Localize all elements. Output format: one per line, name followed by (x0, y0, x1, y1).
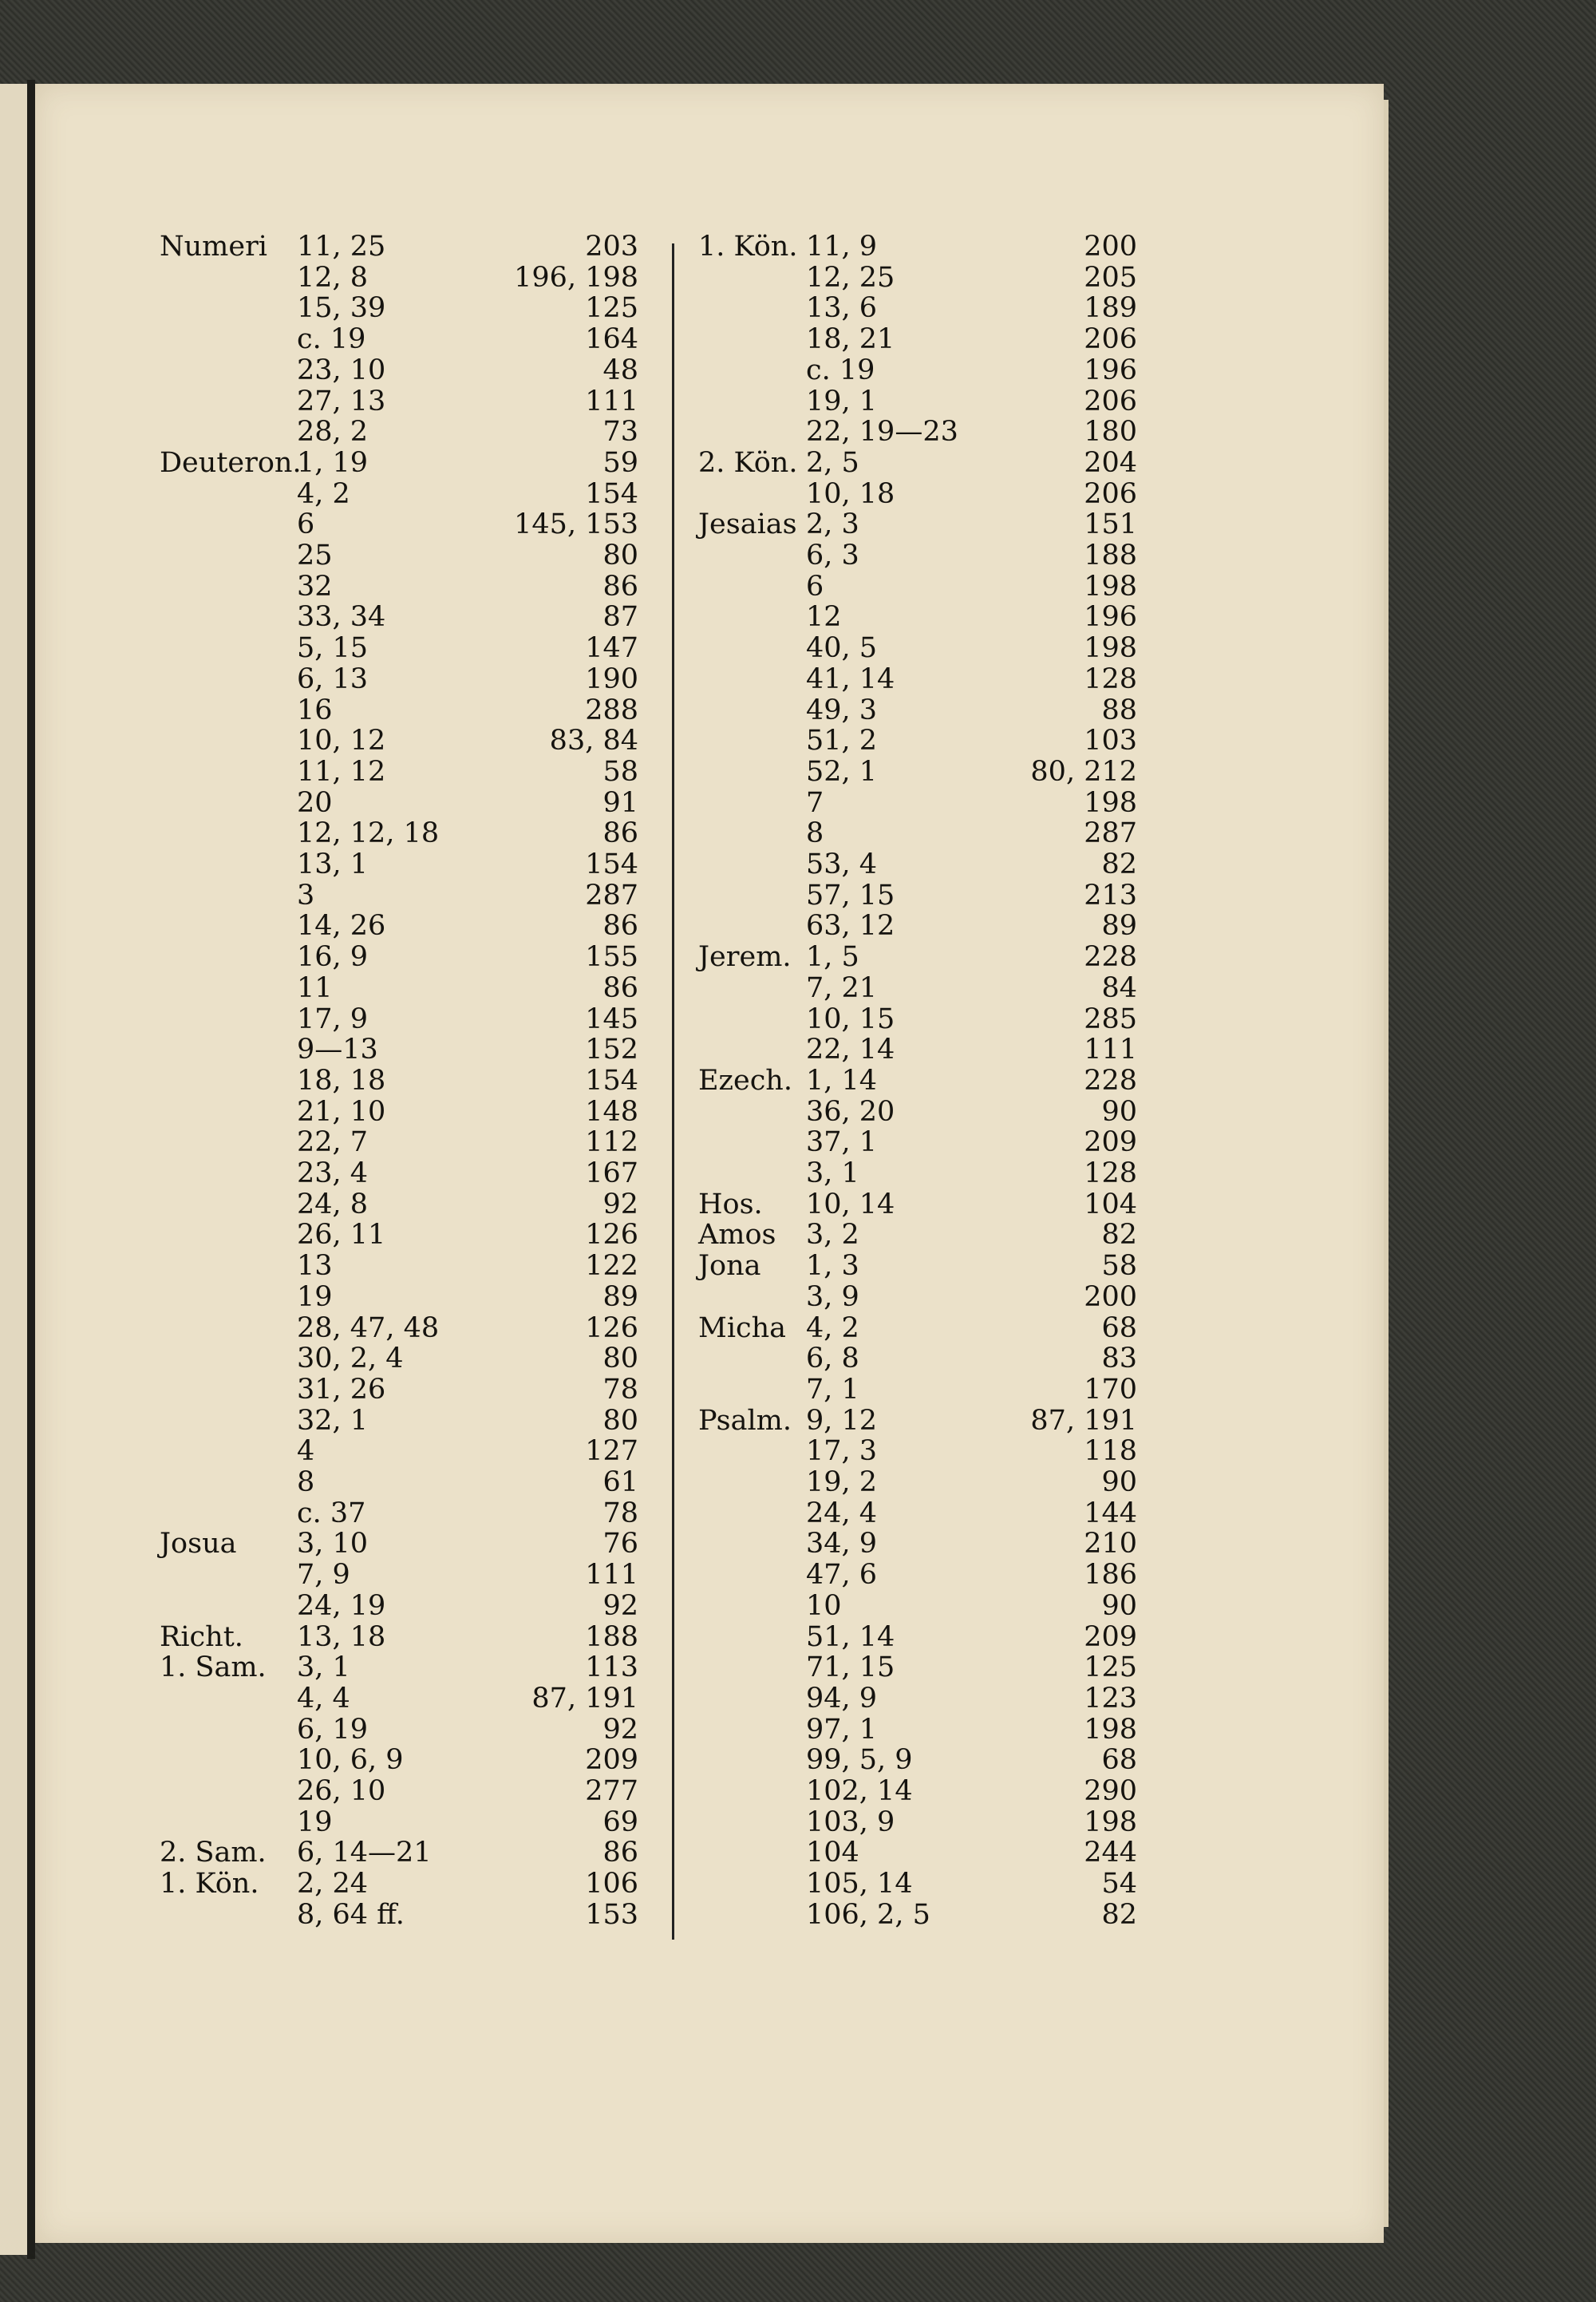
verse-reference: 14, 26 (297, 910, 386, 943)
book-name: Jona (698, 1250, 761, 1283)
verse-reference: 19, 2 (806, 1466, 878, 1498)
page-number: 123 (1084, 1682, 1137, 1715)
verse-reference: 22, 19—23 (806, 416, 958, 449)
page-number: 90 (1101, 1466, 1137, 1498)
index-entry (0, 448, 1596, 478)
verse-reference: 12, 8 (297, 261, 369, 294)
verse-reference: 10, 14 (806, 1188, 895, 1220)
page-number: 73 (602, 416, 638, 449)
page-number: 209 (1084, 1620, 1137, 1653)
page-number: 112 (585, 1126, 638, 1159)
page-number: 48 (602, 354, 638, 386)
verse-reference: 23, 4 (297, 1157, 369, 1189)
verse-reference: 10, 15 (806, 1003, 895, 1035)
verse-reference: 106, 2, 5 (806, 1898, 930, 1931)
verse-reference: 13, 18 (297, 1620, 386, 1653)
index-entry (0, 818, 1596, 848)
verse-reference: 3, 1 (806, 1157, 859, 1189)
index-entry (0, 695, 1596, 726)
page-number: 111 (585, 385, 638, 417)
page-number: 80 (602, 1343, 638, 1375)
index-entry (0, 1189, 1596, 1220)
verse-reference: 97, 1 (806, 1713, 878, 1746)
verse-reference: 12 (806, 601, 842, 634)
verse-reference: 26, 11 (297, 1219, 386, 1252)
index-entry (0, 1745, 1596, 1775)
verse-reference: 1, 19 (297, 446, 369, 479)
verse-reference: 6, 19 (297, 1713, 369, 1746)
index-entry (0, 1127, 1596, 1157)
page-number: 84 (1101, 971, 1137, 1004)
page-number: 78 (602, 1497, 638, 1529)
verse-reference: 4, 2 (806, 1311, 859, 1344)
index-entry (0, 540, 1596, 571)
index-entry (0, 849, 1596, 880)
book-name: Amos (698, 1219, 776, 1252)
verse-reference: 53, 4 (806, 848, 878, 880)
page-number: 87, 191 (531, 1682, 638, 1715)
page-number: 213 (1084, 879, 1137, 912)
verse-reference: 51, 14 (806, 1620, 895, 1653)
verse-reference: 6 (297, 508, 315, 541)
page-number: 125 (1084, 1651, 1137, 1684)
page-number: 154 (585, 848, 638, 880)
page-number: 209 (1084, 1126, 1137, 1159)
verse-reference: 12, 25 (806, 261, 895, 294)
book-name: Deuteron. (160, 446, 302, 479)
index-entry (0, 1004, 1596, 1034)
page-number: 87 (602, 601, 638, 634)
page-number: 92 (602, 1589, 638, 1622)
page-number: 69 (602, 1806, 638, 1838)
index-entry (0, 1066, 1596, 1096)
verse-reference: 1, 14 (806, 1064, 878, 1097)
verse-reference: 19, 1 (806, 385, 878, 417)
page-number: 152 (585, 1034, 638, 1066)
verse-reference: 13 (297, 1250, 333, 1283)
page-number: 92 (602, 1713, 638, 1746)
index-entry (0, 973, 1596, 1003)
page-number: 190 (585, 663, 638, 695)
page-number: 148 (585, 1095, 638, 1128)
page-number: 204 (1084, 446, 1137, 479)
index-entry (0, 1683, 1596, 1714)
page-number: 200 (1084, 1280, 1137, 1313)
index-entry (0, 509, 1596, 540)
index-entry (0, 1343, 1596, 1374)
verse-reference: 15, 39 (297, 292, 386, 325)
page-number: 82 (1101, 1898, 1137, 1931)
page-number: 287 (585, 879, 638, 912)
page-number: 154 (585, 477, 638, 510)
verse-reference: 2, 24 (297, 1868, 369, 1901)
page-number: 80 (602, 540, 638, 572)
page-number: 80 (602, 1404, 638, 1437)
page-number: 210 (1084, 1528, 1137, 1560)
index-entry (0, 293, 1596, 323)
verse-reference: 23, 10 (297, 354, 386, 386)
index-entry (0, 911, 1596, 941)
page-number: 145, 153 (514, 508, 638, 541)
index-entry (0, 1158, 1596, 1189)
verse-reference: c. 19 (297, 323, 366, 356)
verse-reference: 4 (297, 1435, 315, 1468)
page-number: 290 (1084, 1775, 1137, 1807)
index-entry (0, 1220, 1596, 1250)
page-number: 127 (585, 1435, 638, 1468)
page-number: 103 (1084, 725, 1137, 757)
book-name: Josua (160, 1528, 237, 1560)
page-number: 91 (602, 786, 638, 819)
index-entry (0, 355, 1596, 386)
page-number: 198 (1084, 632, 1137, 665)
verse-reference: 6 (806, 570, 824, 603)
index-entry (0, 1776, 1596, 1806)
index-entry (0, 417, 1596, 447)
verse-reference: 4, 4 (297, 1682, 350, 1715)
verse-reference: 9—13 (297, 1034, 378, 1066)
page-number: 206 (1084, 323, 1137, 356)
book-name: 2. Sam. (160, 1837, 267, 1869)
page-number: 86 (602, 817, 638, 850)
verse-reference: 103, 9 (806, 1806, 895, 1838)
page-number: 205 (1084, 261, 1137, 294)
page-number: 59 (602, 446, 638, 479)
index-entry (0, 1622, 1596, 1652)
verse-reference: 26, 10 (297, 1775, 386, 1807)
verse-reference: 6, 13 (297, 663, 369, 695)
index-entry (0, 386, 1596, 417)
verse-reference: 27, 13 (297, 385, 386, 417)
verse-reference: 3 (297, 879, 315, 912)
page-number: 200 (1084, 231, 1137, 263)
verse-reference: 24, 4 (806, 1497, 878, 1529)
book-name: Psalm. (698, 1404, 792, 1437)
verse-reference: 10, 18 (806, 477, 895, 510)
verse-reference: 36, 20 (806, 1095, 895, 1128)
verse-reference: 49, 3 (806, 694, 878, 726)
index-entry (0, 880, 1596, 911)
verse-reference: 4, 2 (297, 477, 350, 510)
page-number: 206 (1084, 477, 1137, 510)
verse-reference: 19 (297, 1280, 333, 1313)
verse-reference: 63, 12 (806, 910, 895, 943)
verse-reference: 7, 9 (297, 1559, 350, 1592)
page-number: 151 (1084, 508, 1137, 541)
page-number: 164 (585, 323, 638, 356)
page-number: 68 (1101, 1311, 1137, 1344)
verse-reference: 104 (806, 1837, 859, 1869)
page-number: 206 (1084, 385, 1137, 417)
verse-reference: 9, 12 (806, 1404, 878, 1437)
page-number: 189 (1084, 292, 1137, 325)
verse-reference: 47, 6 (806, 1559, 878, 1592)
book-name: Hos. (698, 1188, 763, 1220)
page-number: 203 (585, 231, 638, 263)
verse-reference: 37, 1 (806, 1126, 878, 1159)
verse-reference: 11, 12 (297, 755, 386, 788)
verse-reference: 33, 34 (297, 601, 386, 634)
page-number: 113 (585, 1651, 638, 1684)
page-number: 87, 191 (1030, 1404, 1137, 1437)
page-number: 153 (585, 1898, 638, 1931)
verse-reference: 17, 3 (806, 1435, 878, 1468)
page-number: 198 (1084, 786, 1137, 819)
page-number: 285 (1084, 1003, 1137, 1035)
page-number: 90 (1101, 1589, 1137, 1622)
page-number: 83 (1101, 1343, 1137, 1375)
page-number: 277 (585, 1775, 638, 1807)
verse-reference: 6, 3 (806, 540, 859, 572)
verse-reference: 25 (297, 540, 333, 572)
index-entry (0, 726, 1596, 756)
page-number: 244 (1084, 1837, 1137, 1869)
page-number: 90 (1101, 1095, 1137, 1128)
verse-reference: 41, 14 (806, 663, 895, 695)
index-entry (0, 1436, 1596, 1466)
page-number: 196, 198 (514, 261, 638, 294)
verse-reference: 32 (297, 570, 333, 603)
page-number: 128 (1084, 663, 1137, 695)
verse-reference: 2, 3 (806, 508, 859, 541)
page-number: 180 (1084, 416, 1137, 449)
verse-reference: 3, 2 (806, 1219, 859, 1252)
verse-reference: 51, 2 (806, 725, 878, 757)
page-number: 61 (602, 1466, 638, 1498)
book-name: Jesaias (698, 508, 797, 541)
book-name: Numeri (160, 231, 267, 263)
index-entry (0, 757, 1596, 787)
page-number: 111 (1084, 1034, 1137, 1066)
page-number: 155 (585, 941, 638, 974)
verse-reference: 40, 5 (806, 632, 878, 665)
index-entry (0, 1652, 1596, 1683)
page-number: 198 (1084, 1713, 1137, 1746)
verse-reference: 3, 1 (297, 1651, 350, 1684)
verse-reference: 18, 18 (297, 1064, 386, 1097)
index-entry (0, 788, 1596, 818)
verse-reference: 8 (806, 817, 824, 850)
verse-reference: 19 (297, 1806, 333, 1838)
index-entry (0, 1869, 1596, 1899)
index-entry (0, 602, 1596, 632)
page-number: 198 (1084, 1806, 1137, 1838)
page-number: 126 (585, 1311, 638, 1344)
page-number: 198 (1084, 570, 1137, 603)
verse-reference: 1, 5 (806, 941, 859, 974)
verse-reference: 11 (297, 971, 333, 1004)
verse-reference: 71, 15 (806, 1651, 895, 1684)
verse-reference: 3, 10 (297, 1528, 369, 1560)
index-entry (0, 1034, 1596, 1065)
verse-reference: 7, 1 (806, 1373, 859, 1406)
verse-reference: 2, 5 (806, 446, 859, 479)
verse-reference: 10 (806, 1589, 842, 1622)
verse-reference: 52, 1 (806, 755, 878, 788)
verse-reference: c. 19 (806, 354, 875, 386)
verse-reference: 1, 3 (806, 1250, 859, 1283)
verse-reference: 11, 25 (297, 231, 386, 263)
page-number: 76 (602, 1528, 638, 1560)
verse-reference: 10, 12 (297, 725, 386, 757)
verse-reference: 13, 1 (297, 848, 369, 880)
page-number: 111 (585, 1559, 638, 1592)
page-number: 86 (602, 1837, 638, 1869)
verse-reference: 57, 15 (806, 879, 895, 912)
index-entry (0, 1313, 1596, 1343)
verse-reference: 6, 8 (806, 1343, 859, 1375)
verse-reference: 7 (806, 786, 824, 819)
book-name: Richt. (160, 1620, 243, 1653)
page-number: 228 (1084, 1064, 1137, 1097)
index-entry (0, 1406, 1596, 1436)
page-number: 86 (602, 910, 638, 943)
book-name: 2. Kön. (698, 446, 798, 479)
index-entry (0, 1251, 1596, 1281)
page-number: 228 (1084, 941, 1137, 974)
page-number: 144 (1084, 1497, 1137, 1529)
index-entry (0, 1498, 1596, 1529)
book-name: Micha (698, 1311, 787, 1344)
verse-reference: 10, 6, 9 (297, 1744, 404, 1777)
index-entry (0, 633, 1596, 663)
verse-reference: 34, 9 (806, 1528, 878, 1560)
book-name: 1. Kön. (698, 231, 798, 263)
index-entry (0, 324, 1596, 354)
page-number: 196 (1084, 601, 1137, 634)
index-entry (0, 479, 1596, 509)
verse-reference: 32, 1 (297, 1404, 369, 1437)
verse-reference: 21, 10 (297, 1095, 386, 1128)
page-number: 170 (1084, 1373, 1137, 1406)
page-number: 89 (602, 1280, 638, 1313)
verse-reference: 99, 5, 9 (806, 1744, 913, 1777)
page-number: 288 (585, 694, 638, 726)
page-number: 209 (585, 1744, 638, 1777)
page-number: 80, 212 (1030, 755, 1137, 788)
verse-reference: 16, 9 (297, 941, 369, 974)
verse-reference: 5, 15 (297, 632, 369, 665)
page-number: 89 (1101, 910, 1137, 943)
page-number: 126 (585, 1219, 638, 1252)
page-number: 125 (585, 292, 638, 325)
index-entry (0, 1467, 1596, 1497)
book-name: Jerem. (698, 941, 792, 974)
page-number: 104 (1084, 1188, 1137, 1220)
verse-reference: 24, 19 (297, 1589, 386, 1622)
verse-reference: 11, 9 (806, 231, 878, 263)
verse-reference: 13, 6 (806, 292, 878, 325)
page-number: 287 (1084, 817, 1137, 850)
verse-reference: 6, 14—21 (297, 1837, 432, 1869)
page-number: 128 (1084, 1157, 1137, 1189)
verse-reference: 22, 14 (806, 1034, 895, 1066)
verse-reference: 102, 14 (806, 1775, 913, 1807)
page-number: 118 (1084, 1435, 1137, 1468)
verse-reference: 30, 2, 4 (297, 1343, 404, 1375)
book-name: 1. Sam. (160, 1651, 267, 1684)
verse-reference: 8, 64 ff. (297, 1898, 405, 1931)
index-entry (0, 263, 1596, 293)
page-number: 147 (585, 632, 638, 665)
page-number: 145 (585, 1003, 638, 1035)
verse-reference: 24, 8 (297, 1188, 369, 1220)
verse-reference: 18, 21 (806, 323, 895, 356)
verse-reference: 8 (297, 1466, 315, 1498)
page-number: 82 (1101, 848, 1137, 880)
index-entry (0, 1529, 1596, 1559)
index-entry (0, 231, 1596, 262)
page-number: 82 (1101, 1219, 1137, 1252)
page-number: 188 (1084, 540, 1137, 572)
page-number: 186 (1084, 1559, 1137, 1592)
index-entry (0, 572, 1596, 602)
verse-reference: 31, 26 (297, 1373, 386, 1406)
page-number: 106 (585, 1868, 638, 1901)
index-entry (0, 1560, 1596, 1590)
verse-reference: 94, 9 (806, 1682, 878, 1715)
page-number: 167 (585, 1157, 638, 1189)
verse-reference: c. 37 (297, 1497, 366, 1529)
verse-reference: 16 (297, 694, 333, 726)
page-number: 54 (1101, 1868, 1137, 1901)
page-number: 78 (602, 1373, 638, 1406)
index-entry (0, 1807, 1596, 1837)
verse-reference: 105, 14 (806, 1868, 913, 1901)
page-number: 88 (1101, 694, 1137, 726)
verse-reference: 28, 47, 48 (297, 1311, 440, 1344)
book-name: 1. Kön. (160, 1868, 259, 1901)
book-name: Ezech. (698, 1064, 792, 1097)
index-entry (0, 1900, 1596, 1930)
page-number: 92 (602, 1188, 638, 1220)
index-entry (0, 1097, 1596, 1127)
verse-reference: 17, 9 (297, 1003, 369, 1035)
page-number: 122 (585, 1250, 638, 1283)
index-entry (0, 664, 1596, 694)
page-number: 188 (585, 1620, 638, 1653)
verse-reference: 7, 21 (806, 971, 878, 1004)
verse-reference: 12, 12, 18 (297, 817, 440, 850)
page-number: 154 (585, 1064, 638, 1097)
page-number: 68 (1101, 1744, 1137, 1777)
index-entry (0, 1282, 1596, 1312)
page-number: 83, 84 (549, 725, 638, 757)
verse-reference: 28, 2 (297, 416, 369, 449)
verse-reference: 22, 7 (297, 1126, 369, 1159)
page-number: 86 (602, 570, 638, 603)
page-number: 86 (602, 971, 638, 1004)
index-entry (0, 1837, 1596, 1868)
page-number: 196 (1084, 354, 1137, 386)
page-number: 58 (1101, 1250, 1137, 1283)
page-number: 58 (602, 755, 638, 788)
index-entry (0, 942, 1596, 972)
index-entry (0, 1591, 1596, 1621)
verse-reference: 20 (297, 786, 333, 819)
index-entry (0, 1374, 1596, 1405)
index-entry (0, 1715, 1596, 1745)
verse-reference: 3, 9 (806, 1280, 859, 1313)
